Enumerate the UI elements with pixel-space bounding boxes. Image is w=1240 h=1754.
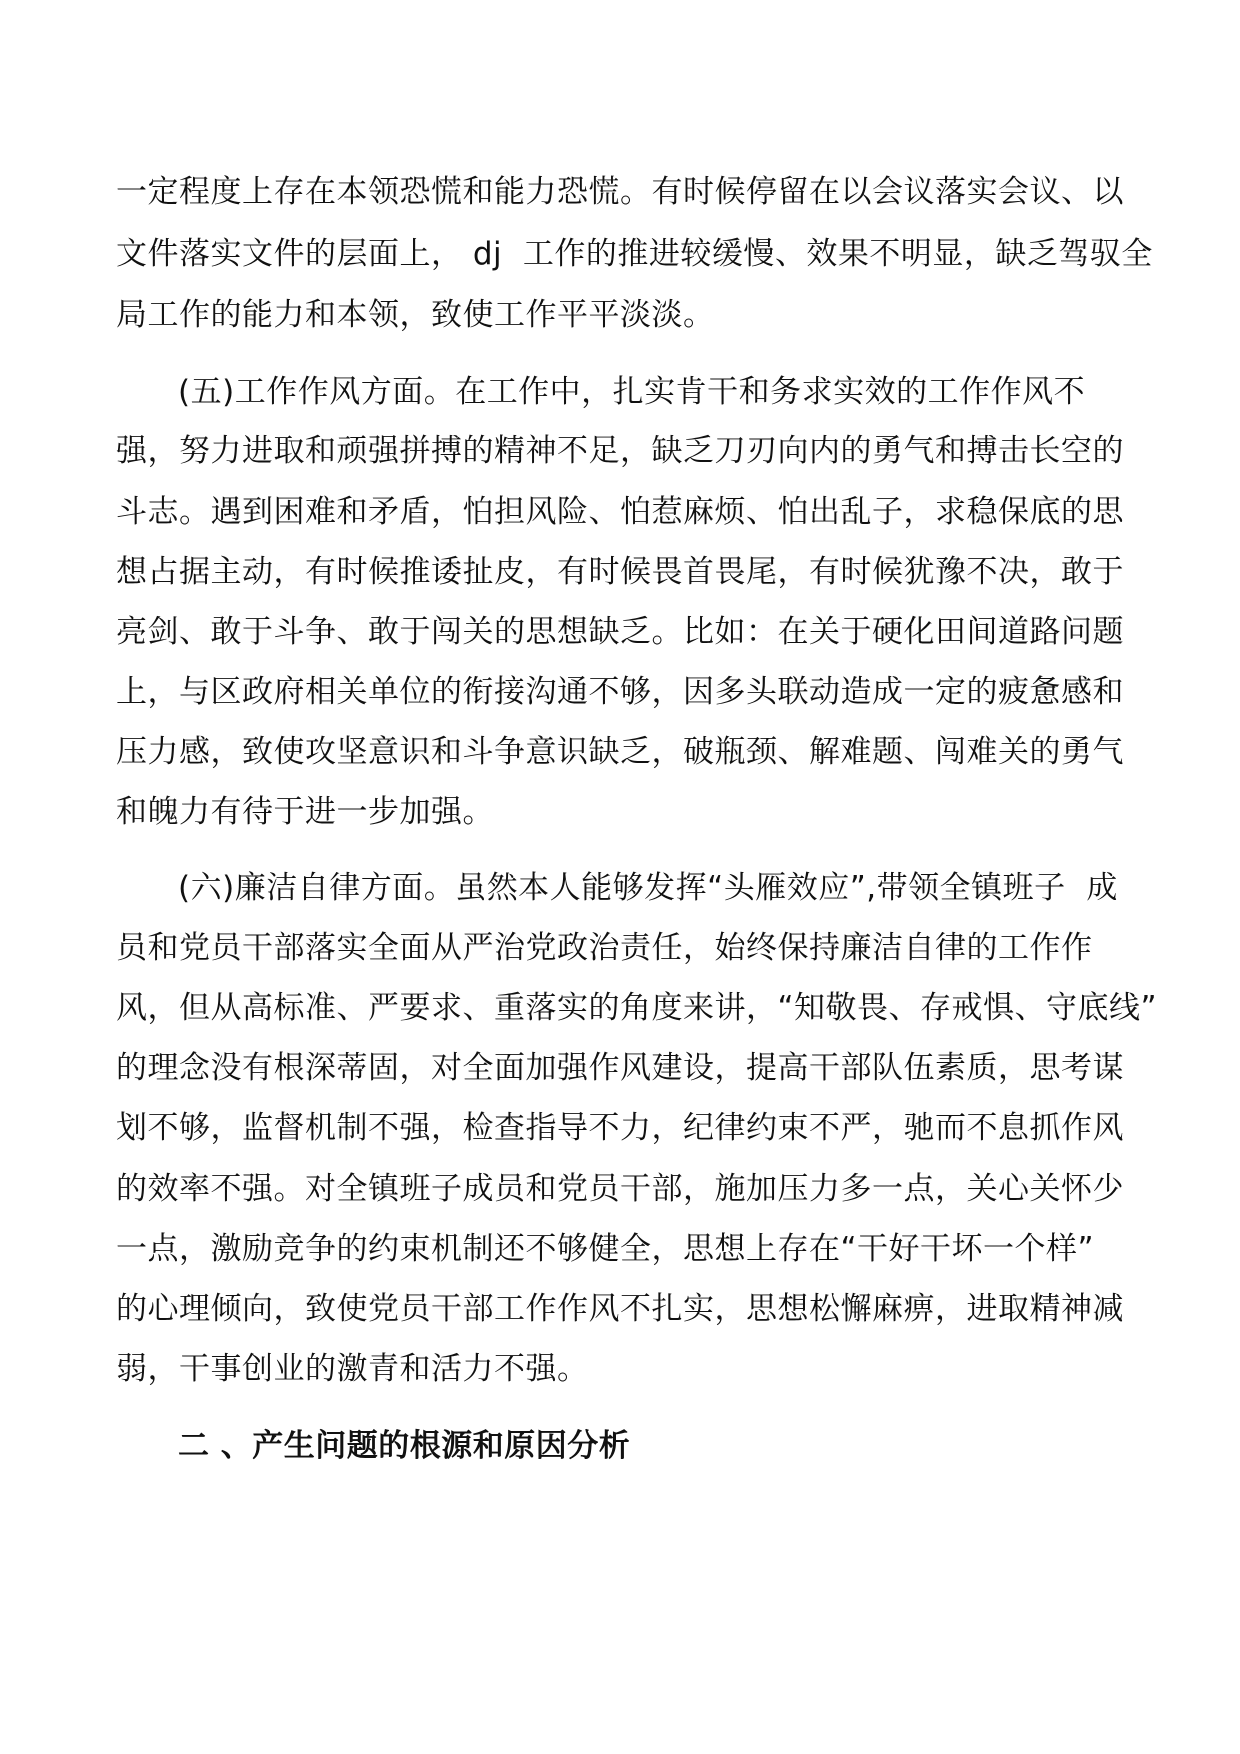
text-line: 亮剑、敢于斗争、敢于闯关的思想缺乏。比如：在关于硬化田间道路问题 — [116, 614, 1124, 650]
text-line: 斗志。遇到困难和矛盾，怕担风险、怕惹麻烦、怕出乱子，求稳保底的思 — [116, 494, 1124, 530]
text-line: 文件落实文件的层面上， dj 工作的推进较缓慢、效果不明显，缺乏驾驭全 — [116, 236, 1153, 272]
text-line: 的效率不强。对全镇班子成员和党员干部，施加压力多一点，关心关怀少 — [116, 1171, 1124, 1207]
text-line: 和魄力有待于进一步加强。 — [116, 794, 494, 830]
text-line: (五)工作作风方面。在工作中，扎实肯干和务求实效的工作作风不 — [178, 374, 1086, 410]
text-line: 划不够，监督机制不强，检查指导不力，纪律约束不严，驰而不息抓作风 — [116, 1110, 1124, 1146]
text-line: 弱，干事创业的激青和活力不强。 — [116, 1351, 589, 1387]
text-line: 想占据主动，有时候推诿扯皮，有时候畏首畏尾，有时候犹豫不决，敢于 — [116, 554, 1124, 590]
text-line: 强，努力进取和顽强拼搏的精神不足，缺乏刀刃向内的勇气和搏击长空的 — [116, 433, 1124, 469]
text-line: 员和党员干部落实全面从严治党政治责任，始终保持廉洁自律的工作作 — [116, 930, 1093, 966]
text-line: 的理念没有根深蒂固，对全面加强作风建设，提高干部队伍素质，思考谋 — [116, 1050, 1124, 1086]
text-line: 的心理倾向，致使党员干部工作作风不扎实，思想松懈麻痹，进取精神减 — [116, 1291, 1124, 1327]
text-line: 一点，激励竞争的约束机制还不够健全，思想上存在“干好干坏一个样” — [116, 1231, 1095, 1267]
text-line: 上，与区政府相关单位的衔接沟通不够，因多头联动造成一定的疲惫感和 — [116, 674, 1124, 710]
text-line: 风，但从高标准、严要求、重落实的角度来讲，“知敬畏、存戒惧、守底线” — [116, 990, 1158, 1026]
text-line: 压力感，致使攻坚意识和斗争意识缺乏，破瓶颈、解难题、闯难关的勇气 — [116, 734, 1124, 770]
section-heading: 二 、产生问题的根源和原因分析 — [178, 1428, 631, 1464]
text-line: (六)廉洁自律方面。虽然本人能够发挥“头雁效应”,带领全镇班子 成 — [178, 870, 1118, 906]
text-line: 一定程度上存在本领恐慌和能力恐慌。有时候停留在以会议落实会议、以 — [116, 174, 1124, 210]
text-line: 局工作的能力和本领，致使工作平平淡淡。 — [116, 297, 715, 333]
